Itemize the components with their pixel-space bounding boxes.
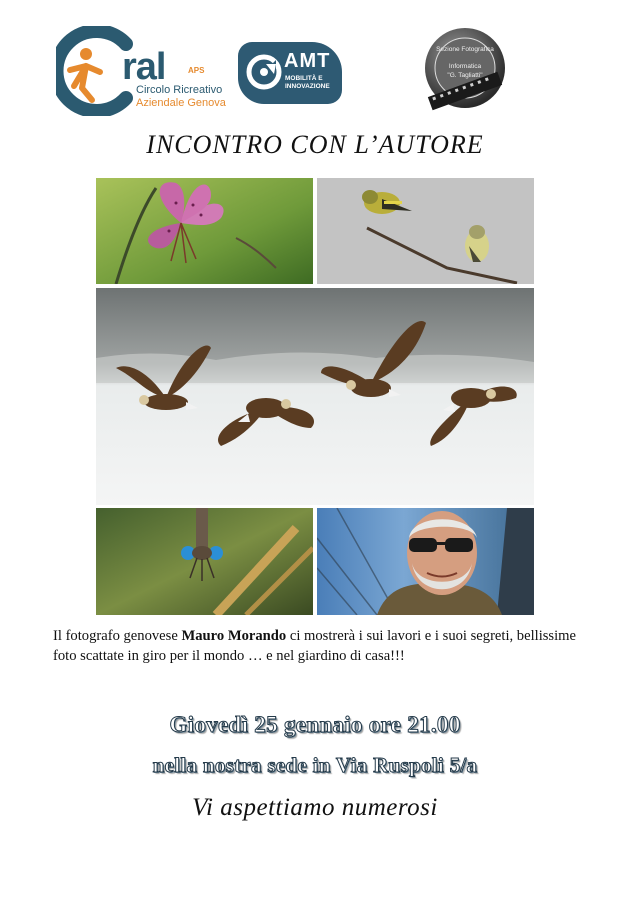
author-name: Mauro Morando [181,628,287,644]
seal-text-line1: Sezione Fotografica [436,46,494,53]
seal-text-line3: "G. Tagliatti" [447,72,483,79]
event-date: Giovedì 25 gennaio ore 21.00 [169,712,461,737]
amt-word: AMT [284,50,331,72]
cral-aps-label: APS [188,66,205,75]
cral-subtitle-line1: Circolo Ricreativo [136,84,223,96]
closing-message: Vi aspettiamo numerosi [192,794,438,821]
amt-refresh-icon [244,52,284,92]
page-title: INCONTRO CON L’AUTORE [146,130,484,159]
birds-photo [317,178,534,284]
insect-photo [96,508,313,615]
event-description [53,626,593,666]
cral-subtitle-line2: Aziendale Genova [136,97,226,109]
cral-logo [56,26,226,118]
cral-word: ral [122,46,166,88]
photo-club-seal-logo [420,24,510,112]
portrait-photo [317,508,534,615]
flower-photo [96,178,313,284]
event-place: nella nostra sede in Via Ruspoli 5/a [152,753,478,777]
seal-text-line2: Informatica [448,63,482,70]
description-rest: ci mostrerà i sui lavori e i suoi segreti, bellissime foto scattate in giro per il mondo … e nel giardino di casa!!! [53,628,576,664]
amt-logo [238,42,342,104]
film-reel-icon [420,24,510,112]
eagles-photo [96,288,534,505]
description-intro: Il fotografo genovese [53,628,182,644]
amt-subtitle-line2: INNOVAZIONE [285,83,330,90]
amt-subtitle-line1: MOBILITÀ E [285,75,323,82]
